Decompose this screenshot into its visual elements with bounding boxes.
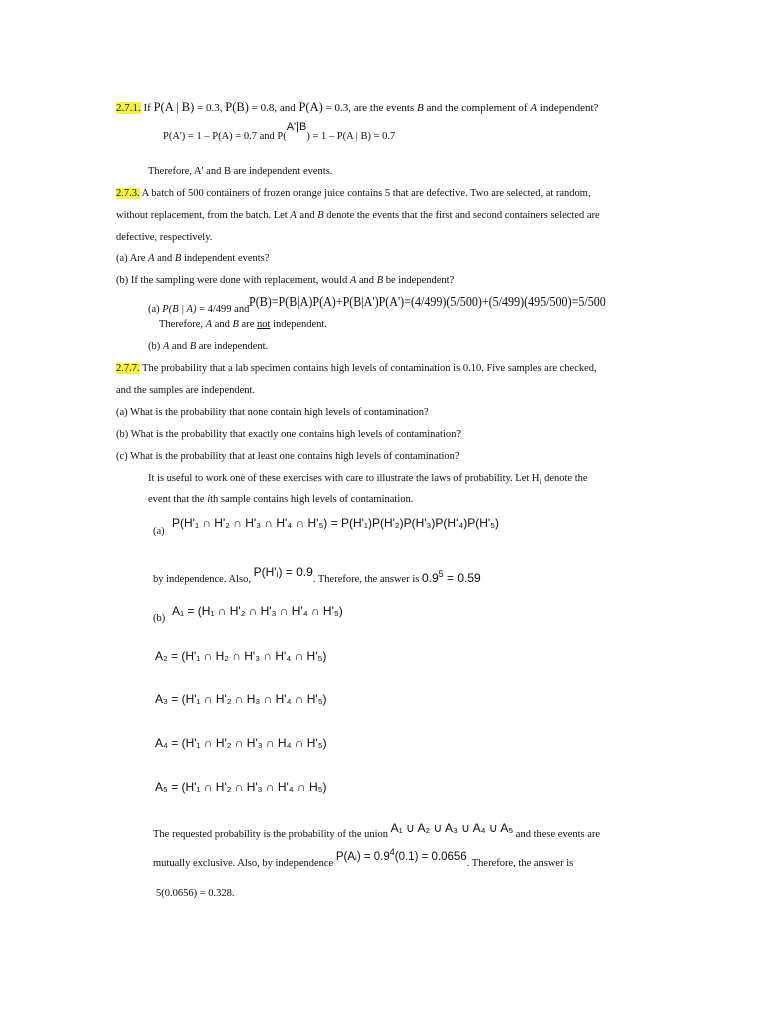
mutually-exclusive-line: mutually exclusive. Also, by independence P(Aᵢ) = $0.9^4(0.1) = 0.0656$. Therefore, the answer is <box>153 847 574 869</box>
problem-2-7-3-answer-a-conclusion: Therefore, A and B are not independent. <box>159 319 327 330</box>
event-a3-equation: A₃ = (H'₁ ∩ H'₂ ∩ H₃ ∩ H'₄ ∩ H'₅) <box>155 692 327 706</box>
problem-2-7-3-question-a: (a) Are A and B independent events? <box>116 253 270 264</box>
problem-2-7-1-work: P(A') = 1 – P(A) = 0.7 and P(A'|B) = 1 – P(A | B) = 0.7 <box>163 121 396 142</box>
problem-2-7-7-question-b: (b) What is the probability that exactly one contains high levels of contamination? <box>116 429 462 440</box>
total-probability-equation: P(B)=P(B|A)P(A)+P(B|A')P(A')=(4/499)(5/500)+(5/499)(495/500)=5/500 <box>249 295 607 310</box>
event-a5-equation: A₅ = (H'₁ ∩ H'₂ ∩ H'₃ ∩ H'₄ ∩ H₅) <box>155 780 327 794</box>
problem-2-7-7-statement-line1: 2.7.7. The probability that a lab specimen contains high levels of contamination is 0.10. Five samples are checked, <box>116 363 597 374</box>
final-answer: 5(0.0656) = 0.328. <box>156 888 235 899</box>
event-a1-equation: A₁ = (H₁ ∩ H'₂ ∩ H'₃ ∩ H'₄ ∩ H'₅) <box>172 604 343 618</box>
part-b-label: (b) <box>153 613 166 624</box>
problem-number-2-7-3: 2.7.3. <box>116 188 140 199</box>
problem-2-7-7-statement-line2: and the samples are independent. <box>116 385 256 396</box>
problem-2-7-1-statement: 2.7.1. If P(A | B) = 0.3, P(B) = 0.8, and P(A) = 0.3, are the events B and the complement of A independent? <box>116 100 599 114</box>
independence-line: by independence. Also, P(H'ᵢ) = 0.9. Therefore, the answer is $0.9^5 = 0.59$ <box>153 565 481 585</box>
problem-2-7-3-question-b: (b) If the sampling were done with replacement, would A and B be independent? <box>116 275 455 286</box>
problem-2-7-7-intro-line1: It is useful to work one of these exercises with care to illustrate the laws of probability. Let $H_i$ denote the <box>148 473 588 487</box>
part-a-equation: P(H'₁ ∩ H'₂ ∩ H'₃ ∩ H'₄ ∩ H'₅) = P(H'₁)P(H'₂)P(H'₃)P(H'₄)P(H'₅) <box>172 516 500 530</box>
problem-2-7-3-answer-b: (b) A and B are independent. <box>148 341 269 352</box>
event-a4-equation: A₄ = (H'₁ ∩ H'₂ ∩ H'₃ ∩ H₄ ∩ H'₅) <box>155 736 327 750</box>
problem-2-7-1-conclusion: Therefore, A' and B are independent events. <box>148 166 333 177</box>
event-a2-equation: A₂ = (H'₁ ∩ H₂ ∩ H'₃ ∩ H'₄ ∩ H'₅) <box>155 649 327 663</box>
problem-2-7-3-statement-line2: without replacement, from the batch. Let A and B denote the events that the first and second containers selected are <box>116 210 600 221</box>
problem-2-7-3-statement-line3: defective, respectively. <box>116 232 213 243</box>
problem-2-7-3-answer-a: (a) P(B | A) = 4/499 andP(B)=P(B|A)P(A)+P(B|A')P(A')=(4/499)(5/500)+(5/499)(495/500)=5/500 <box>148 295 607 315</box>
problem-2-7-7-intro-line2: event that the ith sample contains high levels of contamination. <box>148 494 414 505</box>
part-a-label: (a) <box>153 526 165 537</box>
problem-number-2-7-7: 2.7.7. <box>116 363 140 374</box>
problem-number-2-7-1: 2.7.1. <box>116 102 141 114</box>
problem-2-7-7-question-c: (c) What is the probability that at least one contains high levels of contamination? <box>116 451 460 462</box>
problem-2-7-7-question-a: (a) What is the probability that none contain high levels of contamination? <box>116 407 429 418</box>
problem-2-7-3-statement-line1: 2.7.3. A batch of 500 containers of frozen orange juice contains 5 that are defective. Two are selected, at random, <box>116 188 591 199</box>
union-line: The requested probability is the probability of the union A₁ ∪ A₂ ∪ A₃ ∪ A₄ ∪ A₅ and these events are <box>153 821 601 840</box>
